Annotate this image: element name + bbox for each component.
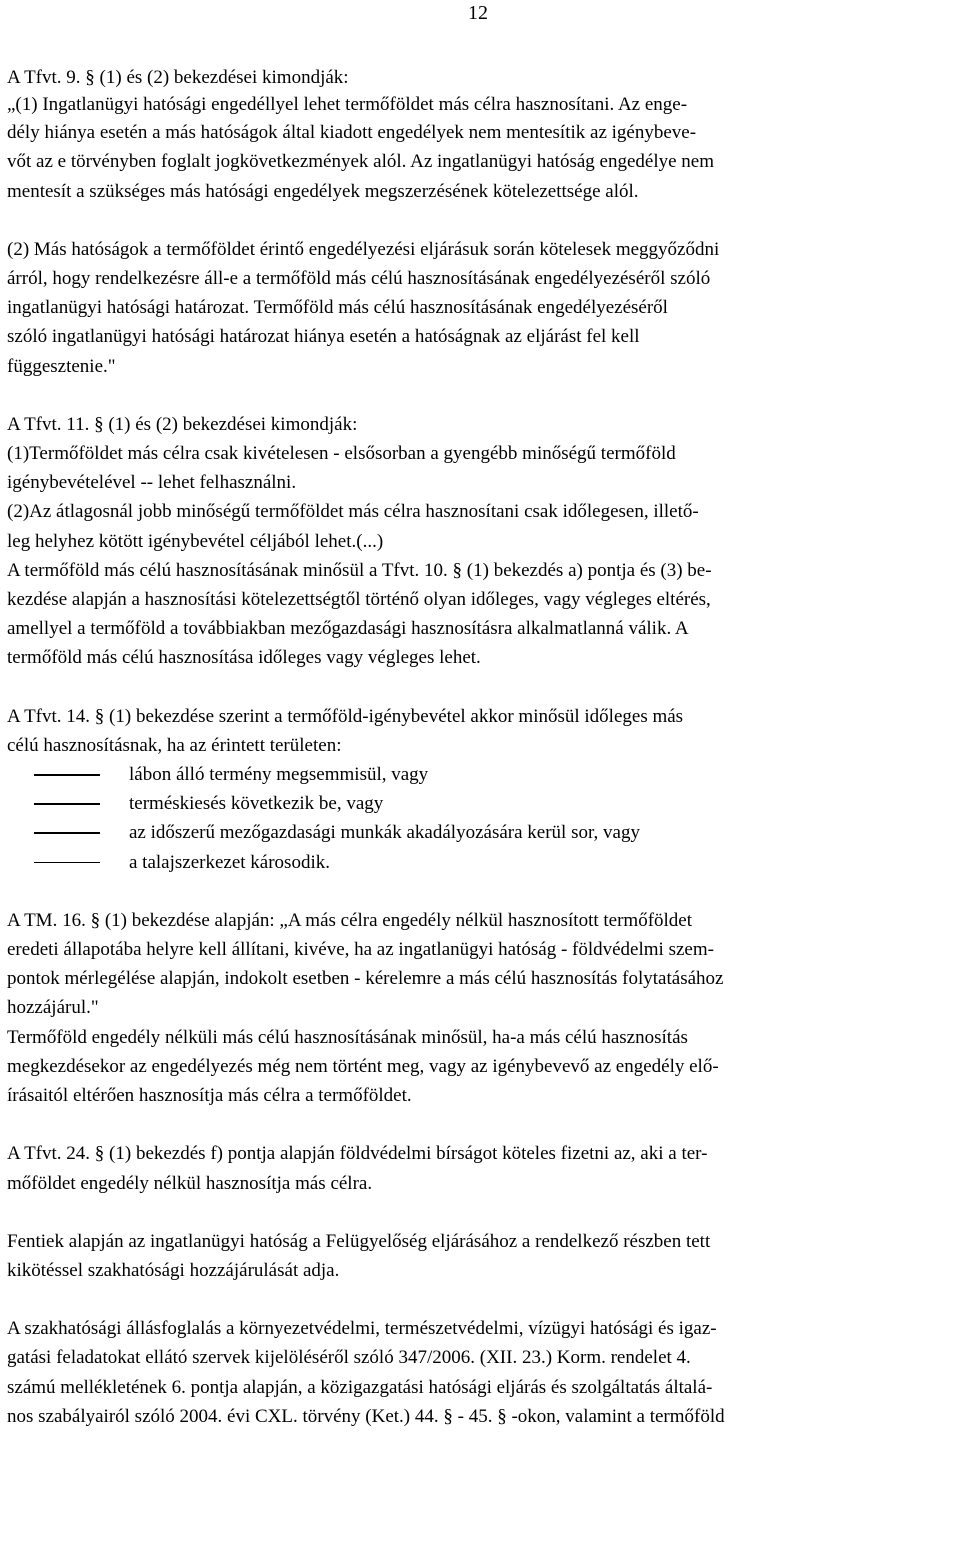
spacer [7, 1110, 952, 1139]
text-line: gatási feladatokat ellátó szervek kijelöléséről szóló 347/2006. (XII. 23.) Korm. rendelet 4. [7, 1347, 691, 1369]
text-line: Fentiek alapján az ingatlanügyi hatóság a Felügyelőség eljárásához a rendelkező részben tett [7, 1230, 711, 1252]
spacer [7, 206, 952, 235]
list-item [7, 789, 952, 818]
text-line: A Tfvt. 14. § (1) bekezdése szerint a termőföld-igénybevétel akkor minősül időleges más [7, 705, 684, 727]
text-line: célú hasznosításnak, ha az érintett területen: [7, 734, 342, 756]
dash-bullet-icon [34, 862, 100, 864]
list-item [7, 818, 952, 847]
text-line: A Tfvt. 11. § (1) és (2) bekezdései kimondják: [7, 413, 358, 435]
text-line: A szakhatósági állásfoglalás a környezetvédelmi, természetvédelmi, vízügyi hatósági és igaz- [7, 1318, 717, 1340]
text-line: nos szabályairól szóló 2004. évi CXL. törvény (Ket.) 44. § - 45. § -okon, valamint a termőföld [7, 1405, 725, 1427]
list-item-text: az időszerű mezőgazdasági munkák akadályozására kerül sor, vagy [129, 822, 640, 844]
text-line: A TM. 16. § (1) bekezdése alapján: „A más célra engedély nélkül hasznosított termőföldet [7, 909, 693, 931]
text-line: (2)Az átlagosnál jobb minőségű termőföldet más célra hasznosítani csak időlegesen, illető- [7, 501, 699, 523]
text-line: leg helyhez kötött igénybevétel céljából lehet.(...) [7, 530, 384, 552]
text-line: hozzájárul." [7, 997, 99, 1019]
paragraph-conclusion [7, 1227, 952, 1285]
spacer [7, 673, 952, 702]
text-line: Termőföld engedély nélküli más célú hasznosításának minősül, ha-a más célú hasznosítás [7, 1026, 688, 1048]
paragraph-tfvt-14 [7, 702, 952, 877]
text-line: mőföldet engedély nélkül hasznosítja más célra. [7, 1172, 373, 1194]
list-item-text: terméskiesés következik be, vagy [129, 793, 384, 815]
text-line: „(1) Ingatlanügyi hatósági engedéllyel lehet termőföldet más célra hasznosítani. Az enge- [7, 94, 688, 116]
paragraph-tfvt-9 [7, 63, 952, 206]
text-line: igénybevételével -- lehet felhasználni. [7, 472, 297, 494]
text-line: mentesít a szükséges más hatósági engedélyek megszerzésének kötelezettsége alól. [7, 180, 639, 202]
paragraph-tfvt-9-2 [7, 235, 952, 381]
text-line: A Tfvt. 9. § (1) és (2) bekezdései kimondják: [7, 67, 349, 88]
text-line: megkezdésekor az engedélyezés még nem történt meg, vagy az igénybevevő az engedély elő- [7, 1055, 719, 1077]
paragraph-tfvt-24 [7, 1139, 952, 1197]
text-line: kezdése alapján a hasznosítási kötelezettségtől történő olyan időleges, vagy végleges eltérés, [7, 589, 711, 611]
text-line: A Tfvt. 24. § (1) bekezdés f) pontja alapján földvédelmi bírságot köteles fizetni az, aki a ter- [7, 1143, 708, 1165]
text-line: ingatlanügyi hatósági határozat. Termőföld más célú hasznosításának engedélyezéséről [7, 297, 668, 319]
text-line: eredeti állapotába helyre kell állítani, kivéve, ha az ingatlanügyi hatóság - földvédelmi szem- [7, 939, 714, 961]
dash-bullet-icon [34, 774, 100, 776]
list-item [7, 848, 952, 877]
paragraph-tfvt-11 [7, 410, 952, 673]
text-line: amellyel a termőföld a továbbiakban mezőgazdasági hasznosításra alkalmatlanná válik. A [7, 618, 689, 640]
dash-bullet-icon [34, 803, 100, 805]
spacer [7, 381, 952, 410]
paragraph-legal-basis [7, 1314, 952, 1431]
text-line: termőföld más célú hasznosítása időleges vagy végleges lehet. [7, 647, 481, 669]
text-line: vőt az e törvényben foglalt jogkövetkezmények alól. Az ingatlanügyi hatóság engedélye nem [7, 151, 714, 173]
text-line: (1)Termőföldet más célra csak kivételesen - elsősorban a gyengébb minőségű termőföld [7, 443, 676, 465]
dash-list [7, 760, 952, 877]
paragraph-tm-16 [7, 906, 952, 1110]
list-item-text: a talajszerkezet károsodik. [129, 851, 330, 873]
text-line: kikötéssel szakhatósági hozzájárulását adja. [7, 1259, 340, 1281]
spacer [7, 877, 952, 906]
text-line: árról, hogy rendelkezésre áll-e a termőföld más célú hasznosításának engedélyezéséről szóló [7, 268, 711, 290]
text-line: írásaitól eltérően hasznosítja más célra a termőföldet. [7, 1085, 412, 1107]
text-line: dély hiánya esetén a más hatóságok által kiadott engedélyek nem mentesítik az igénybeve- [7, 122, 697, 144]
list-item-text: lábon álló termény megsemmisül, vagy [129, 764, 429, 786]
spacer [7, 1285, 952, 1314]
document-body [7, 63, 952, 1431]
spacer [7, 1198, 952, 1227]
list-item [7, 760, 952, 789]
dash-bullet-icon [34, 832, 100, 834]
text-line: szóló ingatlanügyi hatósági határozat hiánya esetén a hatóságnak az eljárást fel kell [7, 326, 640, 348]
text-line: A termőföld más célú hasznosításának minősül a Tfvt. 10. § (1) bekezdés a) pontja és (3) be- [7, 559, 712, 581]
text-line: pontok mérlegélése alapján, indokolt esetben - kérelemre a más célú hasznosítás folytatásához [7, 968, 724, 990]
text-line: függesztenie." [7, 355, 116, 377]
text-line: (2) Más hatóságok a termőföldet érintő engedélyezési eljárásuk során kötelesek meggyőződni [7, 238, 720, 260]
text-line: számú mellékletének 6. pontja alapján, a közigazgatási hatósági eljárás és szolgáltatás általá- [7, 1376, 713, 1398]
page-number: 12 [468, 2, 488, 24]
